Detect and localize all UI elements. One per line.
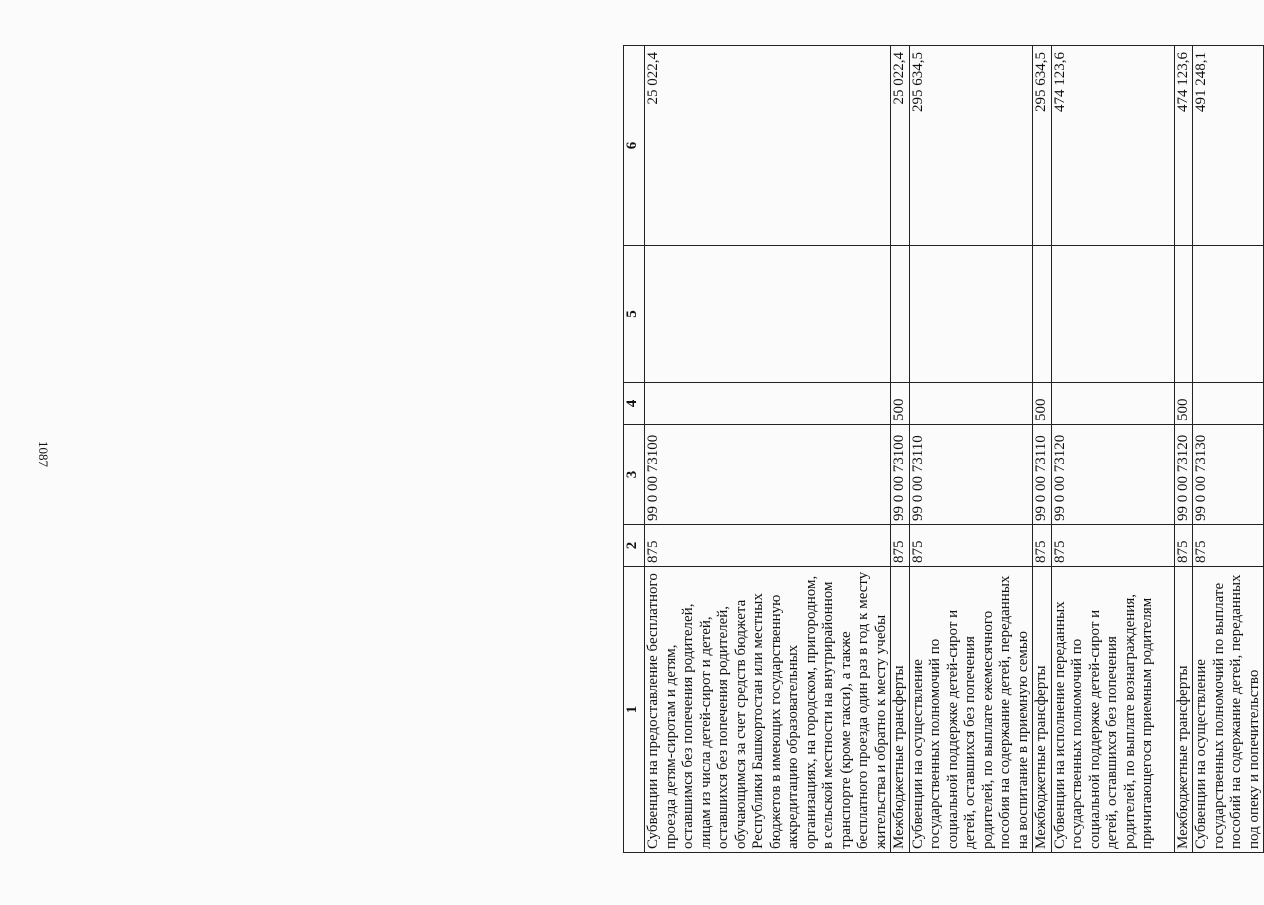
row-target: 99 0 00 73110 <box>1033 425 1052 525</box>
row-name: Субвенции на исполнение переданных государственных полномочий по социальной поддержке детей-сирот и детей, оставшихся без попечения родителей, по выплате вознаграждения, причитающегося приемным родителям <box>1051 567 1174 853</box>
budget-table <box>623 45 1264 853</box>
row-expense <box>1193 383 1264 425</box>
row-amount: 295 634,5 <box>1033 46 1052 246</box>
row-expense <box>1051 383 1174 425</box>
row-name: Субвенции на предоставление бесплатного проезда детям-сиротам и детям, оставшимся без попечения родителей, лицам из числа детей-сирот и детей, оставшихся без попечения родителей, обучающимся за счет средств бюджета Республики Башкортостан или местных бюджетов в имеющих государственную аккредитацию образовательных организациях, на городском, пригородном, в сельской местности на внутрирайонном транспорте (кроме такси), а также бесплатного проезда один раз в год к месту жительства и обратно к месту учебы <box>645 567 891 853</box>
row-expense: 500 <box>1033 383 1052 425</box>
row-amount: 25 022,4 <box>891 46 910 246</box>
row-amount: 474 123,6 <box>1174 46 1193 246</box>
header-col-2: 2 <box>624 525 645 567</box>
row-target: 99 0 00 73120 <box>1174 425 1193 525</box>
header-col-3: 3 <box>624 425 645 525</box>
row-col5 <box>909 246 1033 383</box>
row-amount: 25 022,4 <box>645 46 891 246</box>
row-target: 99 0 00 73130 <box>1193 425 1264 525</box>
row-name: Межбюджетные трансферты <box>1033 567 1052 853</box>
row-target: 99 0 00 73100 <box>645 425 891 525</box>
table-header-row <box>624 46 645 853</box>
header-col-6: 6 <box>624 46 645 246</box>
row-expense: 500 <box>1174 383 1193 425</box>
row-code: 875 <box>909 525 1033 567</box>
rotated-page-content <box>623 46 1262 853</box>
row-name: Межбюджетные трансферты <box>1174 567 1193 853</box>
table-row <box>1033 46 1052 853</box>
row-expense <box>909 383 1033 425</box>
row-code: 875 <box>1051 525 1174 567</box>
row-col5 <box>891 246 910 383</box>
row-col5 <box>645 246 891 383</box>
header-col-5: 5 <box>624 246 645 383</box>
row-target: 99 0 00 73110 <box>909 425 1033 525</box>
row-amount: 474 123,6 <box>1051 46 1174 246</box>
row-expense <box>645 383 891 425</box>
table-row <box>1193 46 1264 853</box>
row-code: 875 <box>891 525 910 567</box>
table-row <box>909 46 1033 853</box>
row-amount: 295 634,5 <box>909 46 1033 246</box>
row-col5 <box>1033 246 1052 383</box>
row-expense: 500 <box>891 383 910 425</box>
row-code: 875 <box>645 525 891 567</box>
page-number: 1087 <box>36 441 51 467</box>
row-col5 <box>1193 246 1264 383</box>
table-row <box>1051 46 1174 853</box>
row-amount: 491 248,1 <box>1193 46 1264 246</box>
table-row <box>891 46 910 853</box>
header-col-1: 1 <box>624 567 645 853</box>
row-col5 <box>1174 246 1193 383</box>
table-row <box>1174 46 1193 853</box>
row-target: 99 0 00 73100 <box>891 425 910 525</box>
row-name: Субвенции на осуществление государственных полномочий по выплате пособий на содержание детей, переданных под опеку и попечительство <box>1193 567 1264 853</box>
table-row <box>645 46 891 853</box>
row-col5 <box>1051 246 1174 383</box>
row-code: 875 <box>1033 525 1052 567</box>
row-target: 99 0 00 73120 <box>1051 425 1174 525</box>
row-code: 875 <box>1193 525 1264 567</box>
row-name: Субвенции на осуществление государственных полномочий по социальной поддержке детей-сирот и детей, оставшихся без попечения родителей, по выплате ежемесячного пособия на содержание детей, переданных на воспитание в приемную семью <box>909 567 1033 853</box>
header-col-4: 4 <box>624 383 645 425</box>
row-name: Межбюджетные трансферты <box>891 567 910 853</box>
row-code: 875 <box>1174 525 1193 567</box>
